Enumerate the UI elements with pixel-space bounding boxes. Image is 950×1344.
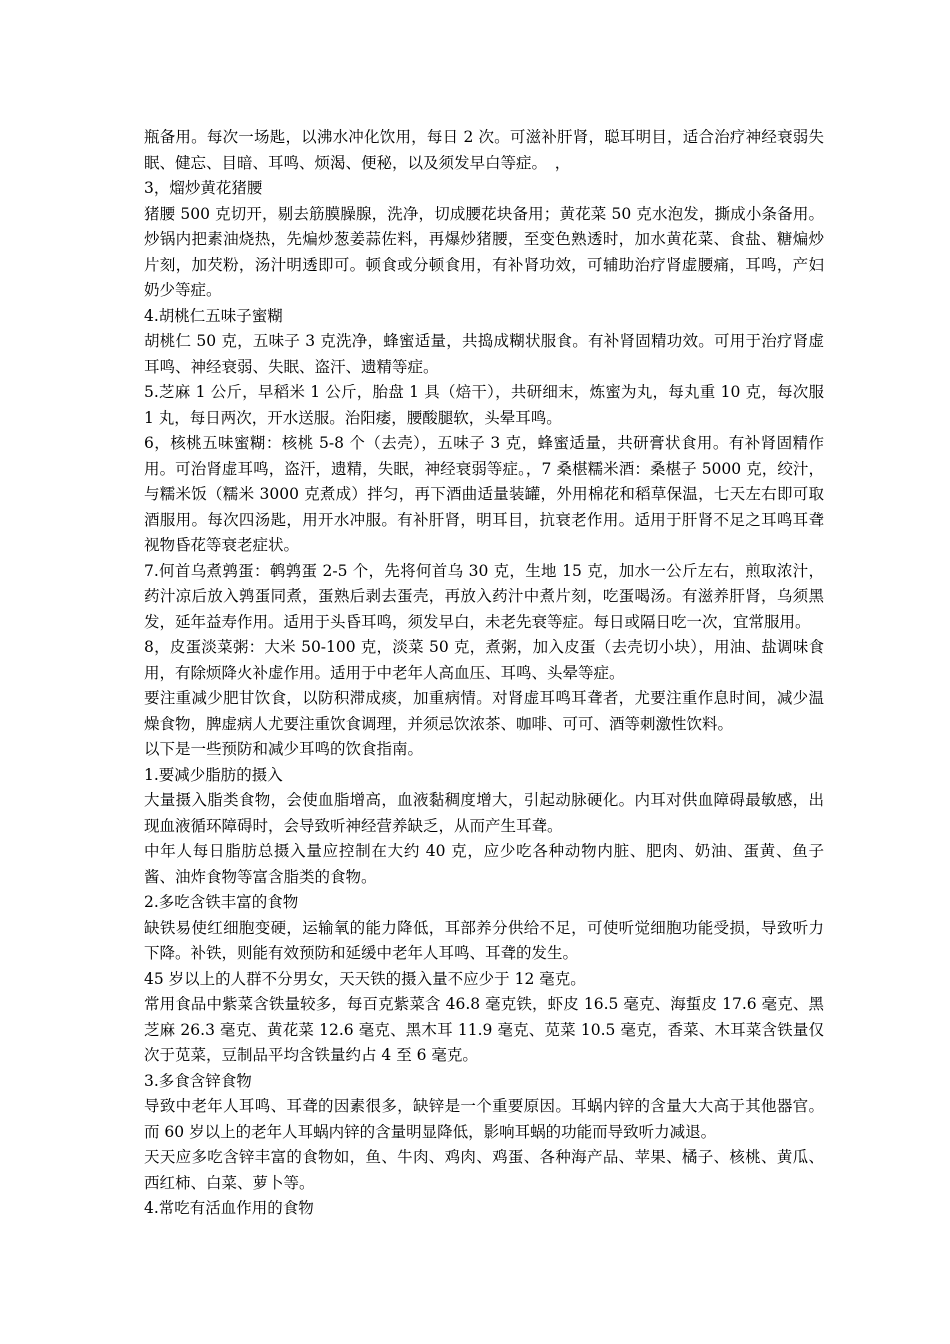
paragraph-guide-2b: 45 岁以上的人群不分男女，天天铁的摄入量不应少于 12 毫克。 [144, 969, 586, 988]
heading-guide-2: 2.多吃含铁丰富的食物 [144, 893, 299, 911]
paragraph-guide-1a: 大量摄入脂类食物，会使血脂增高，血液黏稠度增大，引起动脉硬化。内耳对供血障碍最敏感，出现血液循环障碍时，会导致听神经营养缺乏，从而产生耳聋。 [144, 791, 824, 835]
paragraph-guide-2c: 常用食品中紫菜含铁量较多，每百克紫菜含 46.8 毫克铁，虾皮 16.5 毫克、海蜇皮 17.6 毫克、黑芝麻 26.3 毫克、黄花菜 12.6 毫克、黑木耳 11.9 毫克、苋菜 10.5 毫克，香菜、木耳菜含铁量仅次于苋菜，豆制品平均含铁量约占 4 至 6 毫克。 [144, 995, 824, 1064]
paragraph-recipe-4: 胡桃仁 50 克，五味子 3 克洗净，蜂蜜适量，共捣成糊状服食。有补肾固精功效。可用于治疗肾虚耳鸣、神经衰弱、失眠、盗汗、遗精等症。 [144, 332, 824, 376]
heading-guide-4: 4.常吃有活血作用的食物 [144, 1199, 314, 1217]
paragraph-recipe-5: 5.芝麻 1 公斤，早稻米 1 公斤，胎盘 1 具（焙干），共研细末，炼蜜为丸，每丸重 10 克，每次服 1 丸，每日两次，开水送服。治阳痿，腰酸腿软，头晕耳鸣。 [144, 383, 824, 427]
paragraph-recipe-7-heshouwu: 7.何首乌煮鹑蛋：鹌鹑蛋 2-5 个，先将何首乌 30 克，生地 15 克，加水一公斤左右，煎取浓汁，药汁凉后放入鹑蛋同煮，蛋熟后剥去蛋壳，再放入药汁中煮片刻，吃蛋喝汤。有滋养肝肾，乌须黑发，延年益寿作用。适用于头昏耳鸣，须发早白，未老先衰等症。每日或隔日吃一次，宜常服用。 [144, 561, 824, 631]
heading-guide-1: 1.要减少脂肪的摄入 [144, 765, 283, 784]
heading-recipe-4: 4.胡桃仁五味子蜜糊 [144, 306, 283, 325]
heading-recipe-3: 3，熘炒黄花猪腰 [144, 179, 263, 197]
paragraph-guide-2a: 缺铁易使红细胞变硬，运输氧的能力降低，耳部养分供给不足，可使听觉细胞功能受损，导致听力下降。补铁，则能有效预防和延缓中老年人耳鸣、耳聋的发生。 [144, 918, 824, 962]
paragraph-guide-intro: 以下是一些预防和减少耳鸣的饮食指南。 [144, 740, 424, 758]
document-page [144, 125, 824, 1222]
paragraph-recipe-6-7: 6，核桃五味蜜糊：核桃 5-8 个（去壳），五味子 3 克，蜂蜜适量，共研膏状食用。有补肾固精作用。可治肾虚耳鸣，盗汗，遗精，失眠，神经衰弱等症。，7 桑椹糯米酒：桑椹子 5000 克，绞汁，与糯米饭（糯米 3000 克煮成）拌匀，再下酒曲适量装罐，外用棉花和稻草保温，七天左右即可取酒服用。每次四汤匙，用开水冲服。有补肝肾，明耳目，抗衰老作用。适用于肝肾不足之耳鸣耳聋视物昏花等衰老症状。 [144, 434, 824, 554]
paragraph-guide-3a: 导致中老年人耳鸣、耳聋的因素很多，缺锌是一个重要原因。耳蜗内锌的含量大大高于其他器官。而 60 岁以上的老年人耳蜗内锌的含量明显降低，影响耳蜗的功能而导致听力减退。 [144, 1097, 824, 1141]
paragraph-diet-caution: 要注重减少肥甘饮食，以防积滞成痰，加重病情。对肾虚耳鸣耳聋者，尤要注重作息时间，减少温燥食物，脾虚病人尤要注重饮食调理，并须忌饮浓茶、咖啡、可可、酒等刺激性饮料。 [144, 689, 824, 733]
paragraph-guide-1b: 中年人每日脂肪总摄入量应控制在大约 40 克，应少吃各种动物内脏、肥肉、奶油、蛋黄、鱼子酱、油炸食物等富含脂类的食物。 [144, 842, 824, 886]
paragraph-intro-continued: 瓶备用。每次一场匙，以沸水冲化饮用，每日 2 次。可滋补肝肾，聪耳明目，适合治疗神经衰弱失眠、健忘、目暗、耳鸣、烦渴、便秘，以及须发早白等症。 ， [144, 128, 824, 172]
paragraph-recipe-3: 猪腰 500 克切开，剔去筋膜臊腺，洗净，切成腰花块备用；黄花菜 50 克水泡发，撕成小条备用。炒锅内把素油烧热，先煸炒葱姜蒜佐料，再爆炒猪腰，至变色熟透时，加水黄花菜、食盐、糖煸炒片刻，加芡粉，汤汁明透即可。顿食或分顿食用，有补肾功效，可辅助治疗肾虚腰痛，耳鸣，产妇奶少等症。 [144, 204, 824, 299]
paragraph-recipe-8: 8，皮蛋淡菜粥：大米 50-100 克，淡菜 50 克，煮粥，加入皮蛋（去壳切小块），用油、盐调味食用，有除烦降火补虚作用。适用于中老年人高血压、耳鸣、头晕等症。 [144, 638, 824, 682]
paragraph-guide-3b: 天天应多吃含锌丰富的食物如，鱼、牛肉、鸡肉、鸡蛋、各种海产品、苹果、橘子、核桃、黄瓜、西红柿、白菜、萝卜等。 [144, 1148, 824, 1192]
heading-guide-3: 3.多食含锌食物 [144, 1071, 252, 1090]
